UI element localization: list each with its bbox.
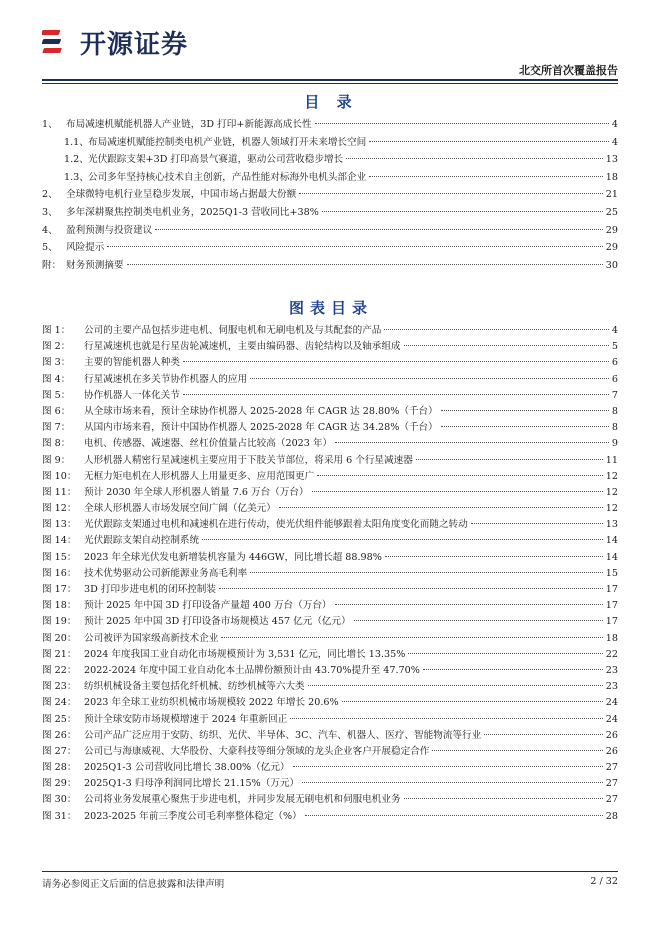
figure-item-label: 预计 2030 年全球人形机器人销量 7.6 万台（万台） <box>84 486 309 498</box>
figure-list-item[interactable] <box>42 404 618 420</box>
header-divider <box>42 79 618 81</box>
dot-leader <box>183 394 609 395</box>
dot-leader <box>441 410 609 411</box>
figure-list-item[interactable] <box>42 776 618 792</box>
figure-item-page: 12 <box>605 470 618 482</box>
figure-item-page: 4 <box>611 325 618 336</box>
figure-item-number: 图 20： <box>42 632 77 644</box>
figure-item-number: 图 21： <box>42 648 77 660</box>
figure-item-label: 光伏跟踪支架自动控制系统 <box>84 535 200 547</box>
figure-item-page: 5 <box>611 341 618 353</box>
dot-leader <box>484 734 603 735</box>
figure-item-number: 图 23： <box>42 681 77 693</box>
figure-list-item[interactable] <box>42 355 618 371</box>
figure-item-number: 图 22： <box>42 664 77 676</box>
figure-item-number: 图 13： <box>42 519 77 531</box>
figure-item-number: 图 16： <box>42 567 77 579</box>
dot-leader <box>279 507 603 508</box>
figure-item-page: 22 <box>605 648 618 660</box>
figure-list-item[interactable] <box>42 517 618 533</box>
figure-list-item[interactable] <box>42 728 618 744</box>
dot-leader <box>302 782 603 783</box>
figure-list-item[interactable] <box>42 760 618 776</box>
toc-item-page: 29 <box>605 224 618 236</box>
figure-item-label: 预计 2025 年中国 3D 打印设备产量超 400 万台（万台） <box>84 600 332 612</box>
figure-item-label: 光伏跟踪支架通过电机和减速机在进行传动，使光伏组件能够跟着太阳角度变化而随之转动 <box>84 519 468 531</box>
dot-leader <box>155 229 602 230</box>
toc-item-label: 公司多年坚持核心技术自主创新，产品性能对标海外电机头部企业 <box>88 171 367 183</box>
figure-item-page: 8 <box>611 422 618 434</box>
dot-leader <box>385 556 603 557</box>
figure-list-item[interactable] <box>42 533 618 549</box>
dot-leader <box>346 158 603 159</box>
figure-item-page: 23 <box>605 664 618 676</box>
toc-item-number: 4、 <box>42 224 58 236</box>
figure-item-number: 图 24： <box>42 697 77 709</box>
figure-item-number: 图 11： <box>42 486 77 498</box>
dot-leader <box>107 246 602 247</box>
figure-list-item[interactable] <box>42 550 618 566</box>
figure-item-label: 无框力矩电机在人形机器人上用量更多、应用范围更广 <box>84 470 315 482</box>
figure-list-item[interactable] <box>42 501 618 517</box>
dot-leader <box>342 701 603 702</box>
figure-list-item[interactable] <box>42 388 618 404</box>
figure-item-page: 9 <box>611 438 618 450</box>
figure-item-label: 从全球市场来看，预计全球协作机器人 2025-2028 年 CAGR 达 28.80%（千台） <box>84 405 438 417</box>
toc-item[interactable] <box>42 204 618 222</box>
dot-leader <box>404 345 609 346</box>
toc-item-page: 13 <box>605 154 618 166</box>
figure-item-label: 人形机器人精密行星减速机主要应用于下肢关节部位，将采用 6 个行星减速器 <box>84 454 413 466</box>
figure-item-label: 2025Q1-3 归母净利润同比增长 21.15%（万元） <box>84 778 300 790</box>
dot-leader <box>315 123 609 124</box>
header-divider-thin <box>42 83 618 84</box>
figure-item-label: 全球人形机器人市场发展空间广阔（亿美元） <box>84 503 276 515</box>
figure-item-number: 图 1： <box>42 325 71 336</box>
figure-item-label: 协作机器人一体化关节 <box>84 389 180 401</box>
toc-item-label: 多年深耕聚焦控制类电机业务，2025Q1-3 营收同比+38% <box>66 206 319 218</box>
dot-leader <box>322 211 603 212</box>
figure-list-item[interactable] <box>42 339 618 355</box>
figure-item-label: 2023-2025 年前三季度公司毛利率整体稳定（%） <box>84 810 302 822</box>
dot-leader <box>416 459 603 460</box>
figure-item-number: 图 15： <box>42 551 77 563</box>
figure-item-page: 24 <box>605 713 618 725</box>
figure-item-number: 图 17： <box>42 584 77 595</box>
toc-item-page: 29 <box>605 242 618 254</box>
figure-item-page: 13 <box>605 519 618 531</box>
figure-item-page: 14 <box>605 535 618 547</box>
dot-leader <box>404 798 603 799</box>
toc-item-page: 21 <box>605 189 618 201</box>
figure-list-item[interactable] <box>42 744 618 760</box>
figure-list-item[interactable] <box>42 598 618 614</box>
figure-list-item[interactable] <box>42 469 618 485</box>
figure-list-item[interactable] <box>42 663 618 679</box>
figure-item-label: 主要的智能机器人种类 <box>84 357 180 369</box>
dot-leader <box>471 523 603 524</box>
figure-item-label: 2023 年全球光伏发电新增装机容量为 446GW，同比增长超 88.98% <box>84 551 382 563</box>
figure-item-page: 28 <box>605 810 618 822</box>
toc-item[interactable] <box>42 186 618 204</box>
toc-item-label: 布局减速机赋能控制类电机产业链，机器人领域打开未来增长空间 <box>88 136 367 148</box>
figure-list-item[interactable] <box>42 647 618 663</box>
toc-item-number: 5、 <box>42 242 58 254</box>
toc-item-number: 1.2、 <box>64 154 89 166</box>
figure-item-page: 14 <box>605 551 618 563</box>
figure-list-item[interactable] <box>42 614 618 630</box>
figure-item-label: 2022-2024 年度中国工业自动化本土品牌份额预计由 43.70%提升至 47.70% <box>84 664 420 676</box>
figure-item-page: 27 <box>605 762 618 774</box>
figure-item-label: 2025Q1-3 公司营收同比增长 38.00%（亿元） <box>84 762 290 774</box>
figure-item-label: 公司的主要产品包括步进电机、伺服电机和无刷电机及与其配套的产品 <box>84 325 382 336</box>
figure-list-item[interactable] <box>42 566 618 582</box>
dot-leader <box>369 176 603 177</box>
figure-item-page: 17 <box>605 616 618 628</box>
figure-list-item[interactable] <box>42 631 618 647</box>
figure-item-number: 图 2： <box>42 341 71 353</box>
toc-list <box>42 116 618 274</box>
figure-list-item[interactable] <box>42 582 618 598</box>
figure-item-label: 公司将业务发展重心聚焦于步进电机，并同步发展无刷电机和伺服电机业务 <box>84 794 401 806</box>
figure-item-number: 图 3： <box>42 357 71 369</box>
dot-leader <box>369 141 609 142</box>
figure-item-number: 图 8： <box>42 438 71 450</box>
dot-leader <box>384 329 608 330</box>
toc-item-page: 30 <box>605 259 618 271</box>
dot-leader <box>299 193 603 194</box>
dot-leader <box>354 620 603 621</box>
figure-item-label: 技术优势驱动公司新能源业务高毛利率 <box>84 567 248 579</box>
figure-item-label: 3D 打印步进电机的闭环控制装 <box>84 584 216 595</box>
toc-item[interactable] <box>42 169 618 187</box>
report-type: 北交所首次覆盖报告 <box>519 64 618 77</box>
dot-leader <box>127 264 603 265</box>
figure-item-page: 8 <box>611 405 618 417</box>
dot-leader <box>305 815 603 816</box>
dot-leader <box>317 475 603 476</box>
toc-item[interactable] <box>42 239 618 257</box>
figure-list-item[interactable] <box>42 792 618 808</box>
figure-item-number: 图 12： <box>42 503 77 515</box>
toc-item-page: 4 <box>611 136 618 148</box>
dot-leader <box>441 426 609 427</box>
figure-item-number: 图 10： <box>42 470 77 482</box>
figure-list-item[interactable] <box>42 323 618 339</box>
toc-title: 目 录 <box>304 93 358 111</box>
toc-item-page: 4 <box>611 119 618 130</box>
figure-item-number: 图 6： <box>42 405 71 417</box>
dot-leader <box>335 604 603 605</box>
logo-text: 开源证券 <box>80 29 189 60</box>
figure-item-number: 图 27： <box>42 745 77 757</box>
figure-list-item[interactable] <box>42 372 618 388</box>
figure-item-label: 纺织机械设备主要包括化纤机械、纺纱机械等六大类 <box>84 681 305 693</box>
company-logo <box>42 22 188 62</box>
figure-item-page: 26 <box>605 745 618 757</box>
figure-list-item[interactable] <box>42 679 618 695</box>
toc-item-label: 布局减速机赋能机器人产业链，3D 打印+新能源高成长性 <box>66 119 312 130</box>
figure-item-page: 12 <box>605 503 618 515</box>
toc-item-number: 3、 <box>42 206 58 218</box>
figure-item-page: 18 <box>605 632 618 644</box>
dot-leader <box>219 588 603 589</box>
toc-item-label: 全球微特电机行业呈稳步发展，中国市场占据最大份额 <box>66 189 297 201</box>
figure-item-label: 从国内市场来看，预计中国协作机器人 2025-2028 年 CAGR 达 34.28%（千台） <box>84 422 438 434</box>
figure-item-label: 电机、传感器、减速器、丝杠价值量占比较高（2023 年） <box>84 438 333 450</box>
dot-leader <box>335 442 609 443</box>
toc-item-number: 1、 <box>42 119 58 130</box>
toc-item-number: 1.1、 <box>64 136 89 148</box>
disclaimer-note: 请务必参阅正文后面的信息披露和法律声明 <box>42 879 225 890</box>
figure-item-page: 27 <box>605 794 618 806</box>
figure-item-page: 26 <box>605 729 618 741</box>
toc-item-page: 25 <box>605 206 618 218</box>
figure-item-page: 7 <box>611 389 618 401</box>
toc-item-label: 风险提示 <box>66 242 105 254</box>
dot-leader <box>183 361 609 362</box>
figure-item-page: 23 <box>605 681 618 693</box>
toc-item-label: 盈利预测与投资建议 <box>66 224 153 236</box>
figure-item-page: 11 <box>605 454 618 466</box>
figure-item-number: 图 19： <box>42 616 77 628</box>
figure-list-item[interactable] <box>42 712 618 728</box>
figure-item-label: 行星减速机也就是行星齿轮减速机，主要由编码器、齿轮结构以及轴承组成 <box>84 341 401 353</box>
figure-item-label: 2023 年全球工业纺织机械市场规模较 2022 年增长 20.6% <box>84 697 339 709</box>
dot-leader <box>290 718 603 719</box>
figure-list-item[interactable] <box>42 436 618 452</box>
figure-item-number: 图 31： <box>42 810 77 822</box>
figure-list-item[interactable] <box>42 485 618 501</box>
dot-leader <box>202 539 603 540</box>
toc-item[interactable] <box>42 151 618 169</box>
figure-item-label: 公司已与海康威视、大华股份、大豪科技等细分领域的龙头企业客户开展稳定合作 <box>84 745 430 757</box>
figure-item-number: 图 4： <box>42 373 71 385</box>
figure-item-label: 公司产品广泛应用于安防、纺织、光伏、半导体、3C、汽车、机器人、医疗、智能物流等行业 <box>84 729 482 741</box>
figure-item-page: 17 <box>605 584 618 595</box>
dot-leader <box>250 572 603 573</box>
figure-item-label: 公司被评为国家级高新技术企业 <box>84 632 219 644</box>
figure-list-item[interactable] <box>42 809 618 825</box>
dot-leader <box>250 378 609 379</box>
toc-item-number: 附： <box>42 259 62 271</box>
dot-leader <box>423 669 603 670</box>
dot-leader <box>312 491 603 492</box>
toc-item[interactable] <box>42 116 618 134</box>
figure-item-label: 2024 年度我国工业自动化市场规模预计为 3,531 亿元，同比增长 13.35% <box>84 648 406 660</box>
figure-item-label: 预计 2025 年中国 3D 打印设备市场规模达 457 亿元（亿元） <box>84 616 351 628</box>
figure-list-item[interactable] <box>42 420 618 436</box>
toc-item-number: 2、 <box>42 189 58 201</box>
dot-leader <box>221 637 602 638</box>
figure-item-number: 图 18： <box>42 600 77 612</box>
toc-item[interactable] <box>42 222 618 240</box>
figure-item-page: 6 <box>611 373 618 385</box>
toc-item-label: 光伏跟踪支架+3D 打印高景气赛道，驱动公司营收稳步增长 <box>88 154 344 166</box>
figure-item-number: 图 26： <box>42 729 77 741</box>
figure-item-number: 图 14： <box>42 535 77 547</box>
figure-item-page: 15 <box>605 567 618 579</box>
figure-item-page: 27 <box>605 778 618 790</box>
dot-leader <box>308 685 603 686</box>
figure-item-number: 图 25： <box>42 713 77 725</box>
figure-item-number: 图 9： <box>42 454 71 466</box>
toc-item[interactable] <box>42 134 618 152</box>
figure-item-page: 24 <box>605 697 618 709</box>
footer-divider <box>42 871 618 872</box>
toc-item-page: 18 <box>605 171 618 183</box>
figure-item-number: 图 28： <box>42 762 77 774</box>
figure-list-item[interactable] <box>42 695 618 711</box>
figure-item-label: 预计全球安防市场规模增速于 2024 年重新回正 <box>84 713 288 725</box>
toc-item[interactable] <box>42 257 618 275</box>
figure-item-page: 12 <box>605 486 618 498</box>
figure-item-page: 17 <box>605 600 618 612</box>
figure-item-number: 图 29： <box>42 778 77 790</box>
figure-item-number: 图 30： <box>42 794 77 806</box>
dot-leader <box>432 750 602 751</box>
toc-item-label: 财务预测摘要 <box>66 259 124 271</box>
figure-item-page: 6 <box>611 357 618 369</box>
figures-list <box>42 323 618 825</box>
figure-list-item[interactable] <box>42 453 618 469</box>
figure-item-number: 图 5： <box>42 389 71 401</box>
figure-item-label: 行星减速机在多关节协作机器人的应用 <box>84 373 248 385</box>
page-number: 2 / 32 <box>590 876 618 887</box>
kaiyuan-logo-icon <box>42 26 72 58</box>
figures-title: 图表目录 <box>288 299 373 317</box>
dot-leader <box>293 766 603 767</box>
toc-item-number: 1.3、 <box>64 171 89 183</box>
dot-leader <box>408 653 602 654</box>
figure-item-number: 图 7： <box>42 422 71 434</box>
